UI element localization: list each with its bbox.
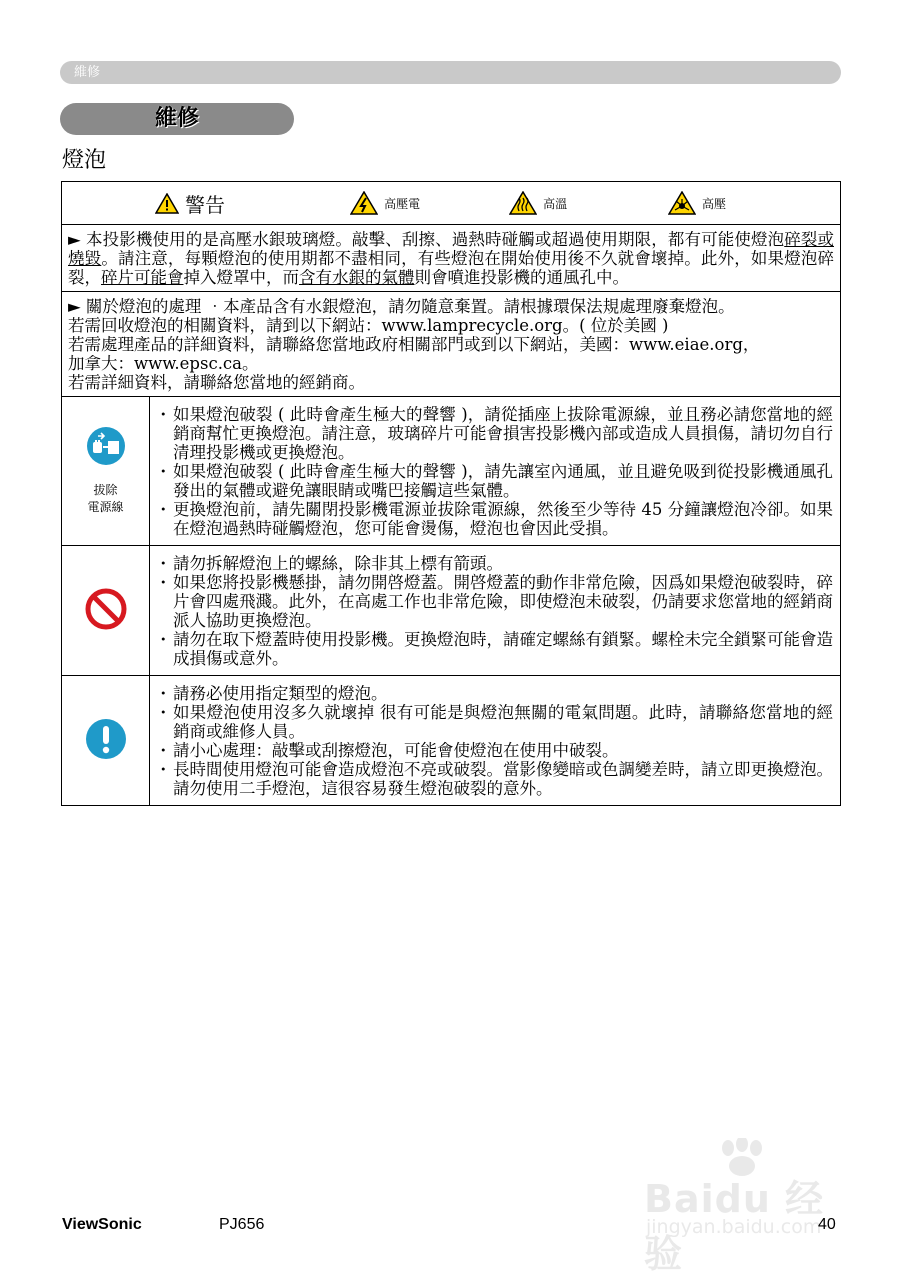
unplug-row: [62, 397, 841, 546]
unplug-label-line: 拔除: [93, 483, 118, 497]
running-title: 維修: [74, 65, 101, 80]
lamp-hazard-row: [62, 225, 841, 292]
prohibited-icon: [84, 587, 128, 631]
watermark-main-text: Baidu 经验: [644, 1177, 825, 1276]
warning-triangle-icon: [155, 193, 179, 214]
unplug-label-line: 電源線: [87, 500, 124, 514]
caution-list: [151, 677, 839, 804]
lamp-disposal-paragraph: [62, 292, 841, 397]
footer-model: PJ656: [219, 1216, 265, 1233]
list-item: ・ 請小心處理：敲擊或刮擦燈泡，可能會使燈泡在使用中破裂。: [161, 741, 833, 760]
list-item: ・ 如果燈泡破裂 ( 此時會產生極大的聲響 )，請從插座上拔除電源線，並且務必請您當地的經銷商幫忙更換燈泡。請注意，玻璃碎片可能會損害投影機內部或造成人員損傷，請切勿自行清理投影機或更換燈泡。: [161, 405, 833, 462]
page-number: 40: [818, 1216, 836, 1233]
lamp-safety-table: [61, 181, 841, 806]
list-item: ・ 如果燈泡使用沒多久就壞掉 很有可能是與燈泡無關的電氣問題。此時，請聯絡您當地的經銷商或維修人員。: [161, 703, 833, 741]
list-item: ・ 如果您將投影機懸掛，請勿開啓燈蓋。開啓燈蓋的動作非常危險，因爲如果燈泡破裂時，碎片會四處飛濺。此外，在高處工作也非常危險，即使燈泡未破裂，仍請要求您當地的經銷商派人協助更換燈泡。: [161, 573, 833, 630]
list-item: ・ 如果燈泡破裂 ( 此時會產生極大的聲響 )，請先讓室內通風，並且避免吸到從投影機通風孔發出的氣體或避免讓眼睛或嘴巴接觸這些氣體。: [161, 462, 833, 500]
list-item: ・ 更換燈泡前，請先關閉投影機電源並拔除電源線，然後至少等待 45 分鐘讓燈泡冷卻。如果在燈泡過熱時碰觸燈泡，您可能會燙傷，燈泡也會因此受損。: [161, 500, 833, 538]
list-item: ・ 請務必使用指定類型的燈泡。: [161, 684, 833, 703]
prohibit-icon-cell: [62, 546, 150, 676]
underlined-text: 含有水銀的氣體: [299, 268, 415, 287]
underlined-text: 碎片可能會: [101, 268, 184, 287]
disposal-line: 加拿大：www.epsc.ca。: [68, 354, 259, 373]
high-pressure-icon: [668, 191, 696, 215]
caution-icon-cell: [62, 676, 150, 806]
disposal-line: ► 關於燈泡的處理 ‧本產品含有水銀燈泡，請勿隨意棄置。請根據環保法規處理廢棄燈泡。: [68, 297, 735, 316]
unplug-icon: [86, 426, 126, 466]
high-voltage-icon: [350, 191, 378, 215]
list-item: ・ 長時間使用燈泡可能會造成燈泡不亮或破裂。當影像變暗或色調變差時，請立即更換燈泡。請勿使用二手燈泡，這很容易發生燈泡破裂的意外。: [161, 760, 833, 798]
underlined-text: 碎裂或燒毀: [68, 230, 834, 268]
disposal-line: 若需回收燈泡的相關資料，請到以下網站：www.lamprecycle.org。( 位於美國 ): [68, 316, 669, 335]
lamp-hazard-paragraph: ► 本投影機使用的是高壓水銀玻璃燈。敲擊、刮擦、過熱時碰觸或超過使用期限，都有可能使燈泡碎裂或燒毀。請注意，每顆燈泡的使用期都不盡相同，有些燈泡在開始使用後不久就會壞掉。此外，如果燈泡碎裂，碎片可能會掉入燈罩中，而含有水銀的氣體則會噴進投影機的通風孔中。: [62, 225, 841, 292]
watermark-url-text: jingyan.baidu.com: [646, 1216, 822, 1238]
unplug-icon-cell: [62, 397, 150, 546]
warning-header-row: [62, 182, 841, 225]
section-title: 維修: [60, 103, 294, 135]
list-item: ・ 請勿在取下燈蓋時使用投影機。更換燈泡時，請確定螺絲有鎖緊。螺栓未完全鎖緊可能會造成損傷或意外。: [161, 630, 833, 668]
warning-label: 警告: [155, 189, 350, 218]
list-item: ・ 請勿拆解燈泡上的螺絲，除非其上標有箭頭。: [161, 554, 833, 573]
page-subtitle: 燈泡: [62, 148, 107, 173]
prohibit-list: [151, 547, 839, 674]
unplug-list: [151, 398, 839, 544]
disposal-line: 若需處理產品的詳細資料，請聯絡您當地政府相關部門或到以下網站，美國：www.eiae.org，: [68, 335, 760, 354]
disposal-line: 若需詳細資料，請聯絡您當地的經銷商。: [68, 373, 365, 392]
warning-high-temperature: 高溫: [509, 191, 668, 215]
footer-brand: ViewSonic: [62, 1216, 142, 1233]
warning-high-pressure: 高壓: [668, 191, 827, 215]
high-temperature-icon: [509, 191, 537, 215]
caution-row: [62, 676, 841, 806]
running-header-bar: [60, 61, 841, 84]
exclamation-icon: [84, 717, 128, 761]
warning-high-voltage: 高壓電: [350, 191, 509, 215]
lamp-disposal-row: [62, 292, 841, 397]
prohibit-row: [62, 546, 841, 676]
